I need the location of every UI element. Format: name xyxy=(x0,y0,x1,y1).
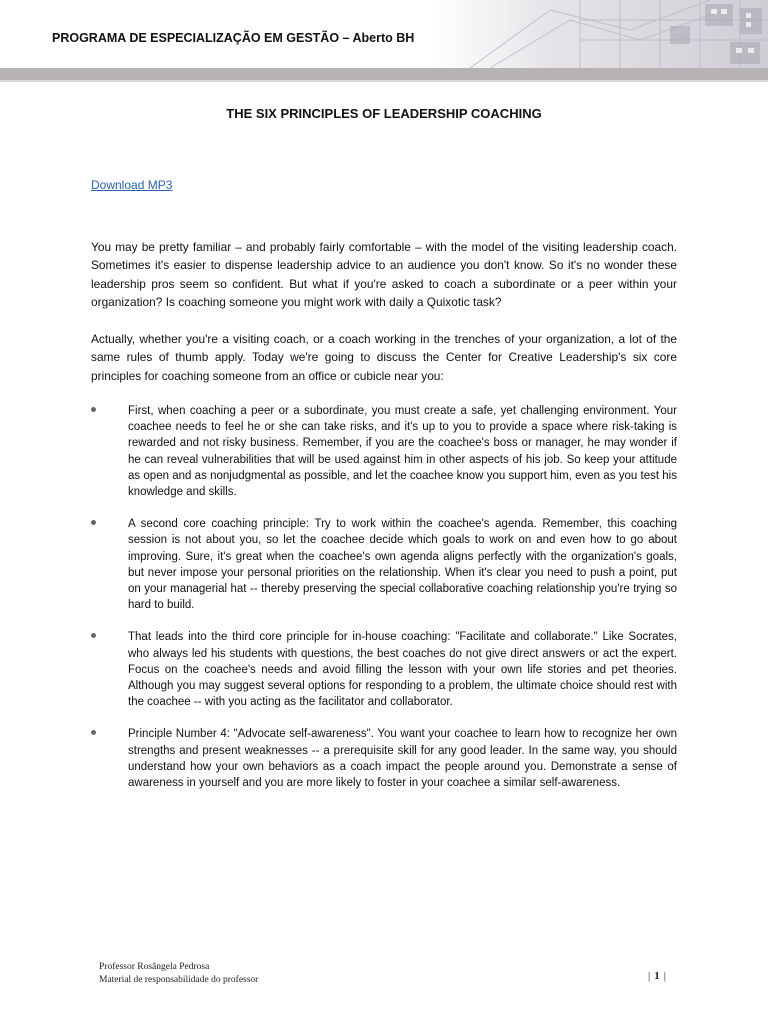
page-number-value: 1 xyxy=(654,970,660,982)
bullet-icon xyxy=(91,633,96,638)
header-decoration xyxy=(430,0,768,68)
intro-paragraph: You may be pretty familiar – and probably fairly comfortable – with the model of the visiting leadership coach. Sometimes it's easier to dispense leadership advice to an audience you don't know. So it's no wonder these leadership pros seem so confident. But what if you're asked to coach a subordinate or a peer within your organization? Is coaching someone you might work with daily a Quixotic task? xyxy=(91,240,677,309)
page-header xyxy=(0,0,768,82)
program-title: PROGRAMA DE ESPECIALIZAÇÃO EM GESTÃO – Aberto BH xyxy=(52,31,415,45)
list-item xyxy=(91,726,677,791)
list-item-text: Principle Number 4: "Advocate self-awareness". You want your coachee to learn how to recognize her own strengths and present weaknesses -- a prerequisite skill for any good leader. In the same way, you should understand how your own behaviors as a coach impact the people around you. Demonstrate a sense of awareness in yourself and you are more likely to foster in your coachee a similar self-awareness. xyxy=(128,728,677,790)
bullet-icon xyxy=(91,520,96,525)
list-item xyxy=(91,516,677,613)
list-item xyxy=(91,629,677,710)
bullet-icon xyxy=(91,407,96,412)
list-item-text: That leads into the third core principle for in-house coaching: "Facilitate and collaborate." Like Socrates, who always led his students with questions, the best coaches do not give direct answers or act the expert. Focus on the coachee's needs and avoid filling the lesson with your own life stories and pet theories. Although you may suggest several options for responding to a problem, the ultimate choice should rest with the coachee -- with you acting as the facilitator and collaborator. xyxy=(128,631,677,709)
footer-professor: Professor Rosângela Pedrosa xyxy=(99,962,210,972)
list-item-text: First, when coaching a peer or a subordinate, you must create a safe, yet challenging environment. Your coachee needs to feel he or she can take risks, and it's up to you to provide a space where risk-taking is rewarded and not risky business. Remember, if you are the coachee's boss or manager, he may wonder if he can reveal vulnerabilities that will be used against him in other aspects of his job. So keep your attitude as open and as nonjudgmental as possible, and let the coachee know you support him, even as you test his knowledge and skills. xyxy=(128,405,677,499)
second-paragraph: Actually, whether you're a visiting coach, or a coach working in the trenches of your organization, a lot of the same rules of thumb apply. Today we're going to discuss the Center for Creative Leadership's six core principles for coaching someone from an office or cubicle near you: xyxy=(91,332,677,383)
list-item xyxy=(91,403,677,500)
principles-list xyxy=(91,403,677,791)
download-mp3-link[interactable]: Download MP3 xyxy=(91,178,173,192)
page-footer xyxy=(99,961,258,987)
header-band-shadow xyxy=(0,80,768,82)
list-item-text: A second core coaching principle: Try to work within the coachee's agenda. Remember, this coaching session is not about you, so let the coachee decide which goals to work on and even how to go about improving. Sure, it's great when the coachee's own agenda aligns perfectly with the organization's goals, but never impose your personal priorities on the relationship. When it's clear you need to push a point, put on your managerial hat -- thereby preserving the special collaborative coaching relationship you're trying so hard to build. xyxy=(128,518,677,612)
bullet-icon xyxy=(91,730,96,735)
document-title: THE SIX PRINCIPLES OF LEADERSHIP COACHING xyxy=(226,106,542,121)
header-band xyxy=(0,68,768,80)
footer-responsibility: Material de responsabilidade do professor xyxy=(99,975,259,985)
page-number: | 1 | xyxy=(648,970,666,982)
